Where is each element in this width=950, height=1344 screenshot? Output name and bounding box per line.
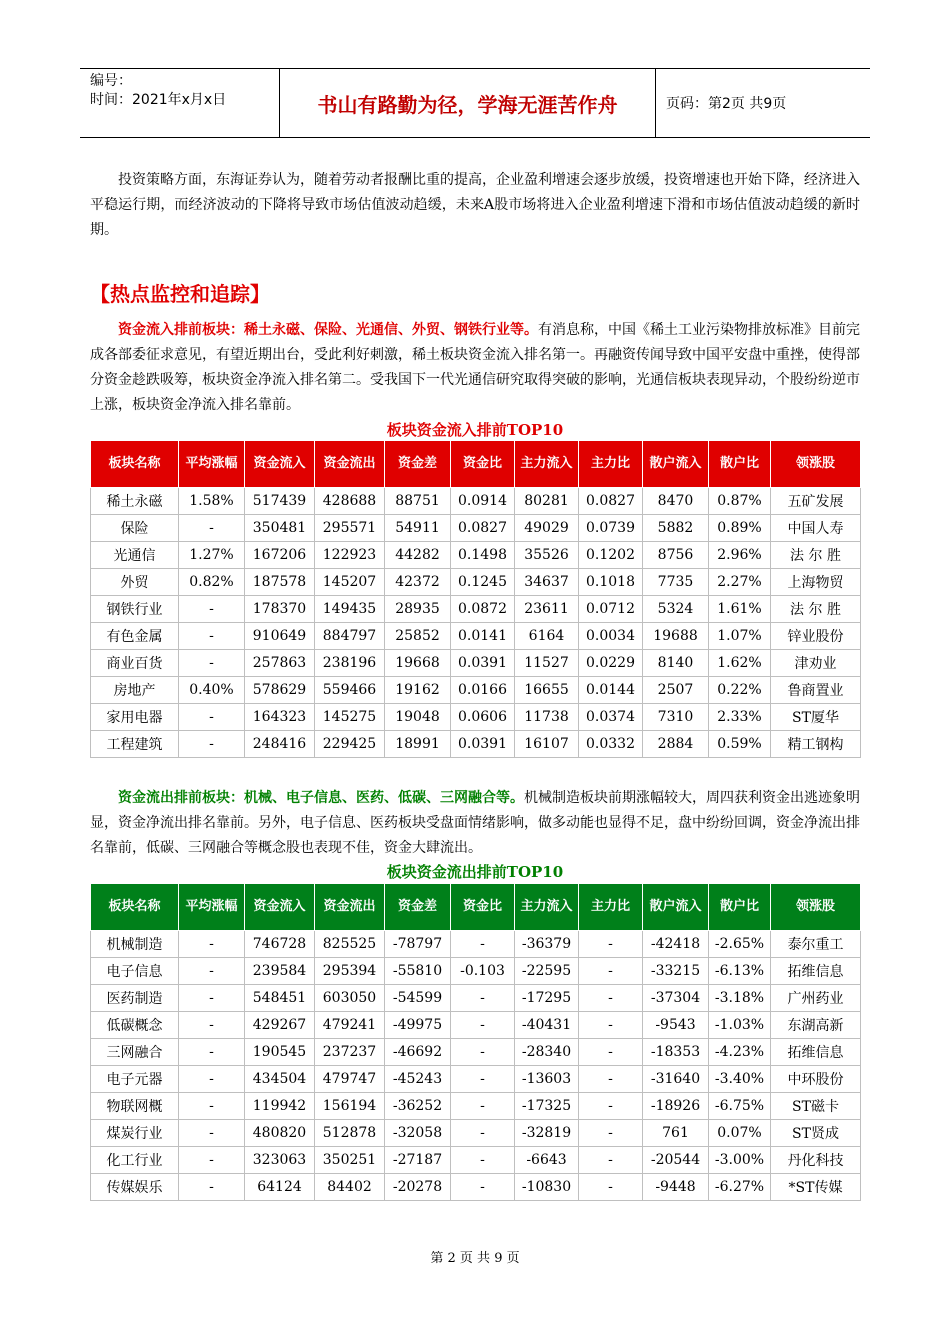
table-cell: 0.0739 [579, 515, 643, 542]
table-cell: 119942 [245, 1093, 315, 1120]
table-cell: -32819 [515, 1120, 579, 1147]
table-cell: 559466 [315, 677, 385, 704]
table-row [91, 623, 861, 650]
table-cell: 0.0827 [579, 488, 643, 515]
table-cell: -6.13% [709, 958, 771, 985]
table-cell: -40431 [515, 1012, 579, 1039]
table-cell: 7735 [643, 569, 709, 596]
table-cell: 178370 [245, 596, 315, 623]
table-cell: 16655 [515, 677, 579, 704]
table-cell: 电子信息 [91, 958, 179, 985]
table-cell: 钢铁行业 [91, 596, 179, 623]
table-cell: -20544 [643, 1147, 709, 1174]
table-cell: - [179, 1147, 245, 1174]
table-cell: -3.40% [709, 1066, 771, 1093]
column-header: 散户流入 [643, 441, 709, 488]
column-header: 散户比 [709, 884, 771, 931]
table-cell: 257863 [245, 650, 315, 677]
table-cell: 5882 [643, 515, 709, 542]
table-cell: 479747 [315, 1066, 385, 1093]
table-cell: 0.87% [709, 488, 771, 515]
table-cell: - [579, 1012, 643, 1039]
table-cell: 603050 [315, 985, 385, 1012]
table-cell: -18353 [643, 1039, 709, 1066]
table-cell: -27187 [385, 1147, 451, 1174]
table-cell: 保险 [91, 515, 179, 542]
table-cell: 0.0144 [579, 677, 643, 704]
header-number: 编号： [90, 73, 132, 89]
table-cell: - [579, 1147, 643, 1174]
column-header: 资金比 [451, 441, 515, 488]
table-cell: - [451, 1093, 515, 1120]
table-cell: 122923 [315, 542, 385, 569]
table-cell: 0.1202 [579, 542, 643, 569]
inflow-lead: 资金流入排前板块：稀土永磁、保险、光通信、外贸、钢铁行业等。 [118, 322, 538, 338]
table-cell: 0.0712 [579, 596, 643, 623]
inflow-table [90, 440, 861, 758]
table-cell: 房地产 [91, 677, 179, 704]
table-cell: 16107 [515, 731, 579, 758]
table-cell: -55810 [385, 958, 451, 985]
table-cell: 拓维信息 [771, 1039, 861, 1066]
table-cell: -37304 [643, 985, 709, 1012]
table-cell: 295571 [315, 515, 385, 542]
table-cell: - [579, 1093, 643, 1120]
table-cell: 医药制造 [91, 985, 179, 1012]
table-cell: 248416 [245, 731, 315, 758]
table-row [91, 515, 861, 542]
table-cell: - [579, 1174, 643, 1201]
table-cell: -45243 [385, 1066, 451, 1093]
table-row [91, 1174, 861, 1201]
table-cell: -36379 [515, 931, 579, 958]
header-date: 时间：2021年x月x日 [90, 92, 227, 108]
table-row [91, 677, 861, 704]
section-title: 【热点监控和追踪】 [90, 282, 270, 306]
outflow-paragraph [90, 786, 860, 861]
table-cell: 25852 [385, 623, 451, 650]
table-cell: - [451, 1120, 515, 1147]
table-cell: 239584 [245, 958, 315, 985]
table-cell: - [179, 985, 245, 1012]
table-cell: 中国人寿 [771, 515, 861, 542]
table-cell: ST厦华 [771, 704, 861, 731]
table-cell: 稀土永磁 [91, 488, 179, 515]
table-cell: 商业百货 [91, 650, 179, 677]
column-header: 资金流入 [245, 441, 315, 488]
table-cell: 法 尔 胜 [771, 596, 861, 623]
table-cell: -32058 [385, 1120, 451, 1147]
table-cell: 0.0229 [579, 650, 643, 677]
table-cell: - [179, 1174, 245, 1201]
table-cell: 746728 [245, 931, 315, 958]
table-cell: -6.75% [709, 1093, 771, 1120]
table-cell: 2.27% [709, 569, 771, 596]
table-row [91, 488, 861, 515]
table-cell: - [451, 1147, 515, 1174]
table-row [91, 1012, 861, 1039]
table-cell: - [451, 985, 515, 1012]
table-cell: - [451, 1039, 515, 1066]
table-cell: 0.0166 [451, 677, 515, 704]
table-cell: -3.18% [709, 985, 771, 1012]
table-cell: - [579, 1039, 643, 1066]
table-cell: - [179, 931, 245, 958]
table-cell: 0.0606 [451, 704, 515, 731]
table-row [91, 985, 861, 1012]
table-cell: -20278 [385, 1174, 451, 1201]
table-cell: 0.0914 [451, 488, 515, 515]
table-row [91, 1120, 861, 1147]
table-cell: - [179, 1093, 245, 1120]
table-cell: 6164 [515, 623, 579, 650]
table-cell: -31640 [643, 1066, 709, 1093]
table-cell: 164323 [245, 704, 315, 731]
table-cell: 156194 [315, 1093, 385, 1120]
table-cell: - [179, 1012, 245, 1039]
table-cell: -9448 [643, 1174, 709, 1201]
table-cell: -36252 [385, 1093, 451, 1120]
table-cell: 11527 [515, 650, 579, 677]
table-row [91, 569, 861, 596]
table-cell: 0.59% [709, 731, 771, 758]
table-cell: 434504 [245, 1066, 315, 1093]
table-cell: 190545 [245, 1039, 315, 1066]
table-cell: 0.1245 [451, 569, 515, 596]
table-cell: 512878 [315, 1120, 385, 1147]
table-cell: 238196 [315, 650, 385, 677]
table-cell: -42418 [643, 931, 709, 958]
table-cell: 237237 [315, 1039, 385, 1066]
table-cell: -33215 [643, 958, 709, 985]
intro-paragraph: 投资策略方面，东海证券认为，随着劳动者报酬比重的提高，企业盈利增速会逐步放缓，投资增速也开始下降，经济进入平稳运行期，而经济波动的下降将导致市场估值波动趋缓，未来A股市场将进入企业盈利增速下滑和市场估值波动趋缓的新时期。 [90, 172, 860, 238]
table-cell: - [179, 650, 245, 677]
column-header: 领涨股 [771, 441, 861, 488]
table-cell: 0.1018 [579, 569, 643, 596]
column-header: 资金流入 [245, 884, 315, 931]
table-cell: 28935 [385, 596, 451, 623]
table-cell: -18926 [643, 1093, 709, 1120]
table-cell: 517439 [245, 488, 315, 515]
table-row [91, 731, 861, 758]
table-cell: 5324 [643, 596, 709, 623]
table-cell: -10830 [515, 1174, 579, 1201]
table-cell: 三网融合 [91, 1039, 179, 1066]
table-row [91, 958, 861, 985]
table-cell: 8756 [643, 542, 709, 569]
column-header: 资金差 [385, 441, 451, 488]
table-cell: 传媒娱乐 [91, 1174, 179, 1201]
table-cell: - [451, 1174, 515, 1201]
page-footer: 第 2 页 共 9 页 [430, 1251, 520, 1266]
header-page: 页码：第2页 共9页 [666, 96, 787, 112]
column-header: 主力比 [579, 441, 643, 488]
inflow-header-row [91, 441, 861, 488]
table-cell: - [179, 1039, 245, 1066]
column-header: 主力流入 [515, 884, 579, 931]
table-cell: 广州药业 [771, 985, 861, 1012]
column-header: 板块名称 [91, 884, 179, 931]
table-cell: - [451, 1012, 515, 1039]
table-cell: 64124 [245, 1174, 315, 1201]
table-cell: 1.27% [179, 542, 245, 569]
table-cell: - [179, 596, 245, 623]
table-cell: 8140 [643, 650, 709, 677]
inflow-table-title: 板块资金流入排前TOP10 [386, 421, 564, 439]
table-cell: -13603 [515, 1066, 579, 1093]
table-cell: 84402 [315, 1174, 385, 1201]
table-cell: 42372 [385, 569, 451, 596]
table-cell: -78797 [385, 931, 451, 958]
column-header: 领涨股 [771, 884, 861, 931]
table-cell: - [579, 958, 643, 985]
table-cell: 0.0332 [579, 731, 643, 758]
column-header: 主力流入 [515, 441, 579, 488]
table-cell: 18991 [385, 731, 451, 758]
table-cell: 0.0141 [451, 623, 515, 650]
table-cell: - [579, 1066, 643, 1093]
table-row [91, 1066, 861, 1093]
table-cell: 拓维信息 [771, 958, 861, 985]
table-cell: 上海物贸 [771, 569, 861, 596]
table-cell: 中环股份 [771, 1066, 861, 1093]
table-cell: 2.96% [709, 542, 771, 569]
table-cell: - [179, 1066, 245, 1093]
outflow-header-row [91, 884, 861, 931]
table-cell: -9543 [643, 1012, 709, 1039]
table-cell: - [179, 515, 245, 542]
table-cell: 物联网概 [91, 1093, 179, 1120]
table-cell: -49975 [385, 1012, 451, 1039]
column-header: 资金差 [385, 884, 451, 931]
outflow-table [90, 883, 861, 1201]
table-cell: 1.58% [179, 488, 245, 515]
table-cell: - [179, 1120, 245, 1147]
table-cell: 0.22% [709, 677, 771, 704]
table-cell: 0.89% [709, 515, 771, 542]
table-cell: 0.82% [179, 569, 245, 596]
table-cell: 2.33% [709, 704, 771, 731]
table-cell: 1.62% [709, 650, 771, 677]
table-cell: 0.0872 [451, 596, 515, 623]
column-header: 资金流出 [315, 441, 385, 488]
table-cell: - [451, 1066, 515, 1093]
table-cell: 0.0827 [451, 515, 515, 542]
table-cell: 578629 [245, 677, 315, 704]
table-cell: 323063 [245, 1147, 315, 1174]
table-row [91, 1093, 861, 1120]
outflow-lead: 资金流出排前板块：机械、电子信息、医药、低碳、三网融合等。 [118, 790, 524, 806]
table-cell: ST磁卡 [771, 1093, 861, 1120]
table-cell: 19048 [385, 704, 451, 731]
table-cell: 8470 [643, 488, 709, 515]
table-cell: -28340 [515, 1039, 579, 1066]
table-cell: 鲁商置业 [771, 677, 861, 704]
table-row [91, 1039, 861, 1066]
table-cell: 电子元器 [91, 1066, 179, 1093]
inflow-paragraph [90, 318, 860, 418]
table-cell: 884797 [315, 623, 385, 650]
column-header: 资金流出 [315, 884, 385, 931]
table-cell: 149435 [315, 596, 385, 623]
table-cell: -4.23% [709, 1039, 771, 1066]
table-cell: *ST传媒 [771, 1174, 861, 1201]
table-cell: 35526 [515, 542, 579, 569]
table-cell: 丹化科技 [771, 1147, 861, 1174]
outflow-table-title: 板块资金流出排前TOP10 [386, 863, 564, 881]
header-motto: 书山有路勤为径，学海无涯苦作舟 [280, 69, 656, 137]
table-cell: 229425 [315, 731, 385, 758]
table-cell: - [579, 985, 643, 1012]
table-cell: 428688 [315, 488, 385, 515]
table-cell: -2.65% [709, 931, 771, 958]
table-cell: -1.03% [709, 1012, 771, 1039]
table-cell: - [579, 931, 643, 958]
column-header: 散户流入 [643, 884, 709, 931]
table-cell: 工程建筑 [91, 731, 179, 758]
column-header: 资金比 [451, 884, 515, 931]
table-cell: 0.0391 [451, 731, 515, 758]
table-cell: 锌业股份 [771, 623, 861, 650]
table-cell: 49029 [515, 515, 579, 542]
table-cell: 0.0391 [451, 650, 515, 677]
table-cell: 0.0034 [579, 623, 643, 650]
table-cell: 19668 [385, 650, 451, 677]
header-meta [80, 69, 280, 137]
table-cell: 精工钢构 [771, 731, 861, 758]
table-cell: 0.1498 [451, 542, 515, 569]
table-cell: 法 尔 胜 [771, 542, 861, 569]
table-cell: 295394 [315, 958, 385, 985]
table-cell: 光通信 [91, 542, 179, 569]
table-cell: 23611 [515, 596, 579, 623]
table-cell: - [179, 704, 245, 731]
table-cell: 0.07% [709, 1120, 771, 1147]
table-cell: 有色金属 [91, 623, 179, 650]
table-cell: - [179, 731, 245, 758]
table-cell: ST贤成 [771, 1120, 861, 1147]
table-cell: -6.27% [709, 1174, 771, 1201]
table-cell: 88751 [385, 488, 451, 515]
table-cell: 350251 [315, 1147, 385, 1174]
inflow-body: 有消息称，中国《稀土工业污染物排放标准》目前完成各部委征求意见，有望近期出台，受此利好刺激，稀土板块资金流入排名第一。再融资传闻导致中国平安盘中重挫，使得部分资金趁跌吸筹，板块资金净流入排名第二。受我国下一代光通信研究取得突破的影响，光通信板块表现异动，个股纷纷逆市上涨，板块资金净流入排名靠前。 [90, 322, 860, 413]
table-cell: 外贸 [91, 569, 179, 596]
table-row [91, 704, 861, 731]
table-cell: 机械制造 [91, 931, 179, 958]
table-cell: 548451 [245, 985, 315, 1012]
outflow-body: 机械制造板块前期涨幅较大，周四获利资金出逃迹象明显，资金净流出排名靠前。另外，电子信息、医药板块受盘面情绪影响，做多动能也显得不足，盘中纷纷回调，资金净流出排名靠前，低碳、三网融合等概念股也表现不佳，资金大肆流出。 [90, 790, 860, 856]
table-cell: - [179, 958, 245, 985]
table-cell: 187578 [245, 569, 315, 596]
table-cell: - [579, 1120, 643, 1147]
column-header: 散户比 [709, 441, 771, 488]
table-cell: -17325 [515, 1093, 579, 1120]
table-cell: 80281 [515, 488, 579, 515]
table-row [91, 650, 861, 677]
table-cell: 2884 [643, 731, 709, 758]
table-cell: 761 [643, 1120, 709, 1147]
table-cell: -54599 [385, 985, 451, 1012]
column-header: 板块名称 [91, 441, 179, 488]
table-cell: 东湖高新 [771, 1012, 861, 1039]
table-cell: 910649 [245, 623, 315, 650]
table-cell: 11738 [515, 704, 579, 731]
table-row [91, 1147, 861, 1174]
page-header [80, 68, 870, 138]
table-cell: 44282 [385, 542, 451, 569]
table-cell: 167206 [245, 542, 315, 569]
table-cell: 2507 [643, 677, 709, 704]
table-row [91, 596, 861, 623]
table-cell: 0.0374 [579, 704, 643, 731]
table-cell: 7310 [643, 704, 709, 731]
table-cell: 19162 [385, 677, 451, 704]
table-cell: 1.61% [709, 596, 771, 623]
table-cell: -6643 [515, 1147, 579, 1174]
table-cell: 津劝业 [771, 650, 861, 677]
table-cell: 低碳概念 [91, 1012, 179, 1039]
table-cell: 145207 [315, 569, 385, 596]
table-cell: 泰尔重工 [771, 931, 861, 958]
table-cell: -3.00% [709, 1147, 771, 1174]
table-cell: 1.07% [709, 623, 771, 650]
table-cell: 煤炭行业 [91, 1120, 179, 1147]
table-cell: 五矿发展 [771, 488, 861, 515]
table-cell: 化工行业 [91, 1147, 179, 1174]
table-cell: 54911 [385, 515, 451, 542]
table-cell: -17295 [515, 985, 579, 1012]
column-header: 平均涨幅 [179, 884, 245, 931]
table-cell: 家用电器 [91, 704, 179, 731]
table-cell: 429267 [245, 1012, 315, 1039]
table-cell: -0.103 [451, 958, 515, 985]
table-cell: 479241 [315, 1012, 385, 1039]
table-cell: 19688 [643, 623, 709, 650]
table-cell: - [451, 931, 515, 958]
column-header: 平均涨幅 [179, 441, 245, 488]
table-cell: 34637 [515, 569, 579, 596]
table-cell: 145275 [315, 704, 385, 731]
table-cell: -22595 [515, 958, 579, 985]
table-cell: 0.40% [179, 677, 245, 704]
table-cell: 480820 [245, 1120, 315, 1147]
table-row [91, 542, 861, 569]
table-cell: -46692 [385, 1039, 451, 1066]
column-header: 主力比 [579, 884, 643, 931]
table-cell: - [179, 623, 245, 650]
table-cell: 825525 [315, 931, 385, 958]
table-cell: 350481 [245, 515, 315, 542]
table-row [91, 931, 861, 958]
